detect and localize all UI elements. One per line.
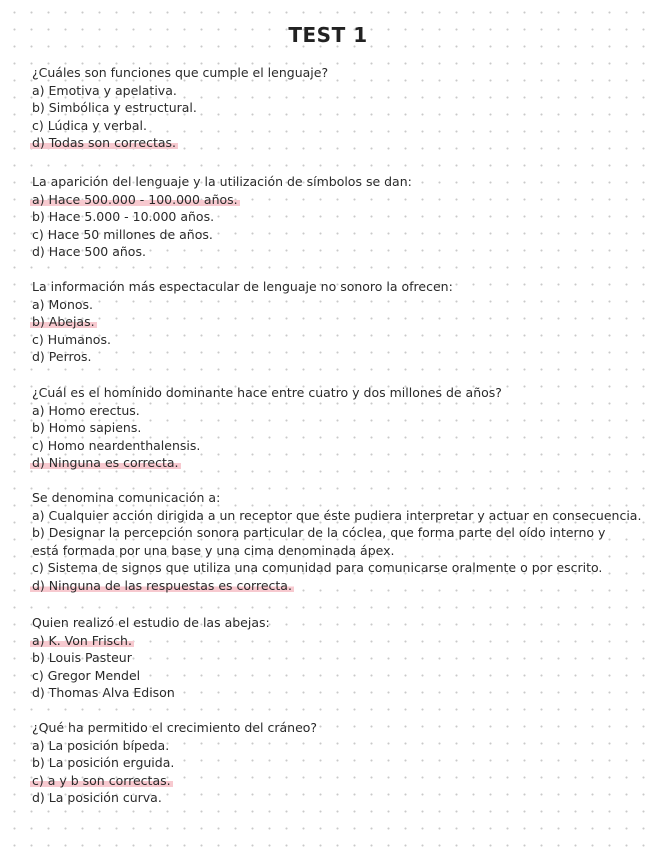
question-text: La información más espectacular de lenguaje no sonoro la ofrecen: bbox=[32, 279, 453, 294]
option-c bbox=[32, 117, 624, 135]
option-text: b) Hace 5.000 - 10.000 años. bbox=[32, 209, 215, 225]
option-text: d) Hace 500 años. bbox=[32, 244, 146, 260]
option-c bbox=[32, 331, 624, 349]
option-a bbox=[32, 737, 624, 755]
question-text: Quien realizó el estudio de las abejas: bbox=[32, 615, 270, 630]
option-a bbox=[32, 507, 642, 525]
option-a bbox=[32, 82, 624, 100]
question-2 bbox=[32, 173, 624, 261]
option-text: b) Designar la percepción sonora particular de la cóclea, que forma parte del oído interno y está formada por una base y una cima denominada ápex. bbox=[32, 525, 606, 558]
option-text: d) Thomas Alva Edison bbox=[32, 685, 175, 701]
question-text: ¿Qué ha permitido el crecimiento del cráneo? bbox=[32, 720, 318, 735]
option-text: c) Lúdica y verbal. bbox=[32, 117, 147, 133]
question-text: ¿Cuál es el homínido dominante hace entre cuatro y dos millones de años? bbox=[32, 385, 502, 400]
option-d bbox=[32, 134, 624, 152]
option-b bbox=[32, 99, 624, 117]
option-text: b) Simbólica y estructural. bbox=[32, 100, 197, 116]
option-text: c) Gregor Mendel bbox=[32, 667, 141, 683]
option-a bbox=[32, 632, 624, 650]
option-text: a) K. Von Frisch. bbox=[32, 632, 132, 648]
option-text: c) Humanos. bbox=[32, 331, 111, 347]
question-7 bbox=[32, 719, 624, 807]
option-text: c) Hace 50 millones de años. bbox=[32, 226, 213, 242]
option-c bbox=[32, 772, 624, 790]
option-a bbox=[32, 191, 624, 209]
option-text: c) a y b son correctas. bbox=[32, 772, 171, 788]
option-b bbox=[32, 419, 624, 437]
option-b bbox=[32, 313, 624, 331]
option-text: d) Perros. bbox=[32, 349, 92, 365]
option-b bbox=[32, 524, 624, 559]
option-b bbox=[32, 649, 624, 667]
option-d bbox=[32, 243, 624, 261]
option-c bbox=[32, 559, 624, 577]
option-text: a) Homo erectus. bbox=[32, 402, 140, 418]
option-b bbox=[32, 208, 624, 226]
option-text: b) Homo sapiens. bbox=[32, 420, 142, 436]
question-text: Se denomina comunicación a: bbox=[32, 490, 221, 505]
option-text: a) La posición bípeda. bbox=[32, 737, 170, 753]
option-text: b) Louis Pasteur bbox=[32, 650, 132, 666]
option-text: d) Ninguna es correcta. bbox=[32, 455, 179, 471]
option-text: a) Cualquier acción dirigida a un receptor que éste pudiera interpretar y actuar en consecuencia. bbox=[32, 507, 642, 523]
option-text: b) La posición erguida. bbox=[32, 755, 175, 771]
option-text: d) Todas son correctas. bbox=[32, 135, 176, 151]
question-6 bbox=[32, 614, 624, 702]
option-b bbox=[32, 754, 624, 772]
question-text: La aparición del lenguaje y la utilización de símbolos se dan: bbox=[32, 174, 412, 189]
option-d bbox=[32, 454, 624, 472]
question-text: ¿Cuáles son funciones que cumple el lenguaje? bbox=[32, 65, 329, 80]
option-d bbox=[32, 348, 624, 366]
page-title: TEST 1 bbox=[288, 23, 368, 47]
option-text: c) Sistema de signos que utiliza una comunidad para comunicarse oralmente o por escrito. bbox=[32, 560, 603, 576]
option-d bbox=[32, 789, 624, 807]
question-4 bbox=[32, 384, 624, 472]
option-a bbox=[32, 402, 624, 420]
option-text: c) Homo neardenthalensis. bbox=[32, 437, 201, 453]
option-d bbox=[32, 577, 624, 595]
option-a bbox=[32, 296, 624, 314]
option-c bbox=[32, 667, 624, 685]
option-c bbox=[32, 437, 624, 455]
option-c bbox=[32, 226, 624, 244]
option-text: d) Ninguna de las respuestas es correcta. bbox=[32, 577, 292, 593]
option-d bbox=[32, 684, 624, 702]
option-text: a) Monos. bbox=[32, 296, 93, 312]
question-5 bbox=[32, 489, 642, 595]
question-3 bbox=[32, 278, 624, 366]
option-text: d) La posición curva. bbox=[32, 790, 162, 806]
option-text: b) Abejas. bbox=[32, 314, 95, 330]
question-1 bbox=[32, 64, 624, 152]
option-text: a) Emotiva y apelativa. bbox=[32, 82, 177, 98]
option-text: a) Hace 500.000 - 100.000 años. bbox=[32, 191, 238, 207]
